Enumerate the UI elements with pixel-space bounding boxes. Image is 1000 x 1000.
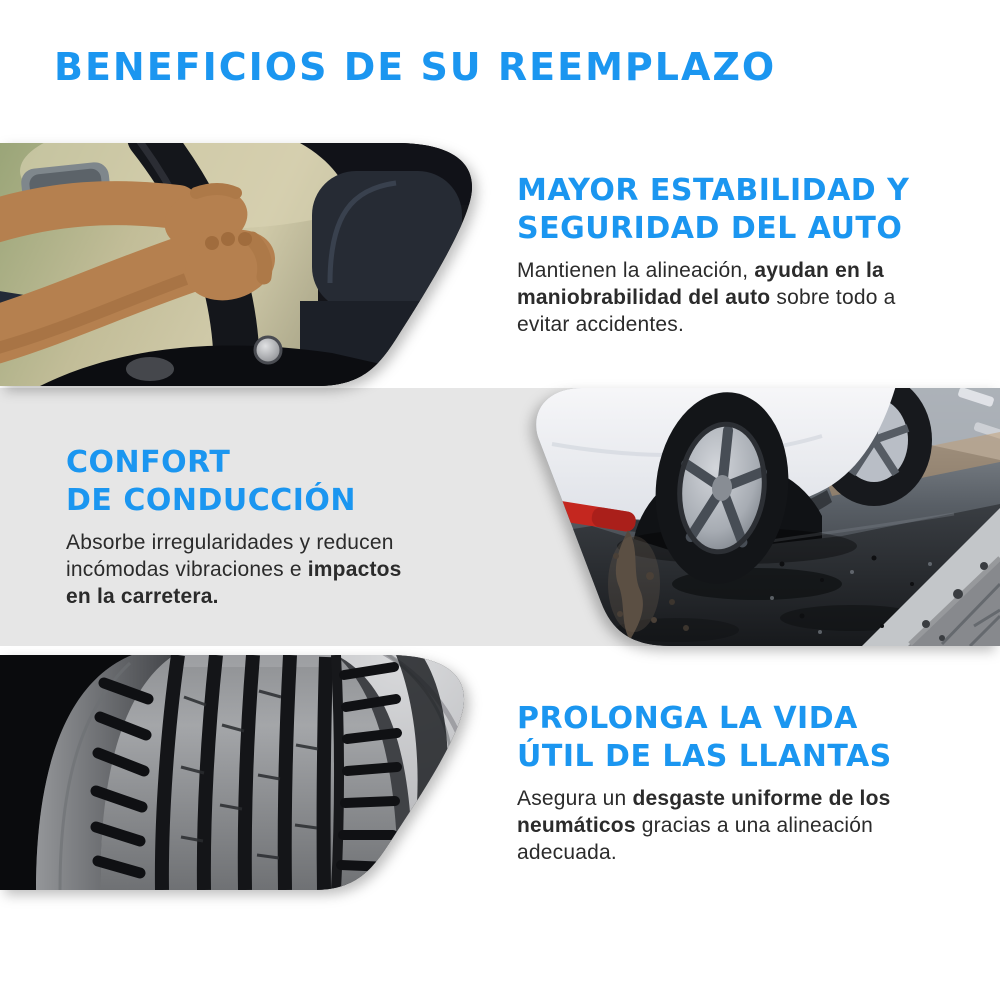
body-line: adecuada. [517, 841, 617, 864]
body-line: incómodas vibraciones e impactos [66, 558, 402, 581]
body-line: neumáticos gracias a una alineación [517, 814, 874, 837]
section-heading-line: SEGURIDAD DEL AUTO [517, 211, 903, 246]
section-heading-line: MAYOR ESTABILIDAD Y [517, 173, 910, 208]
section-llantas [517, 700, 892, 866]
section-heading-line: DE CONDUCCIÓN [66, 483, 357, 518]
body-line: evitar accidentes. [517, 313, 685, 336]
section-body [517, 257, 909, 338]
page-title: BENEFICIOS DE SU REEMPLAZO [54, 45, 777, 89]
section-heading-line: PROLONGA LA VIDA [517, 701, 858, 736]
section-confort [66, 444, 402, 610]
body-line: Absorbe irregularidades y reducen [66, 531, 394, 554]
section-heading-line: ÚTIL DE LAS LLANTAS [517, 739, 892, 774]
section-heading-line: CONFORT [66, 445, 231, 480]
body-line: en la carretera. [66, 585, 219, 608]
tire-tread-photo [0, 655, 472, 890]
section-body [517, 785, 892, 866]
steering-wheel-photo [0, 143, 478, 386]
body-line: maniobrabilidad del auto sobre todo a [517, 286, 896, 309]
body-line: Mantienen la alineación, ayudan en la [517, 259, 884, 282]
car-pothole-photo [522, 388, 1000, 646]
body-line: Asegura un desgaste uniforme de los [517, 787, 891, 810]
section-estabilidad [517, 172, 909, 338]
section-body [66, 529, 402, 610]
